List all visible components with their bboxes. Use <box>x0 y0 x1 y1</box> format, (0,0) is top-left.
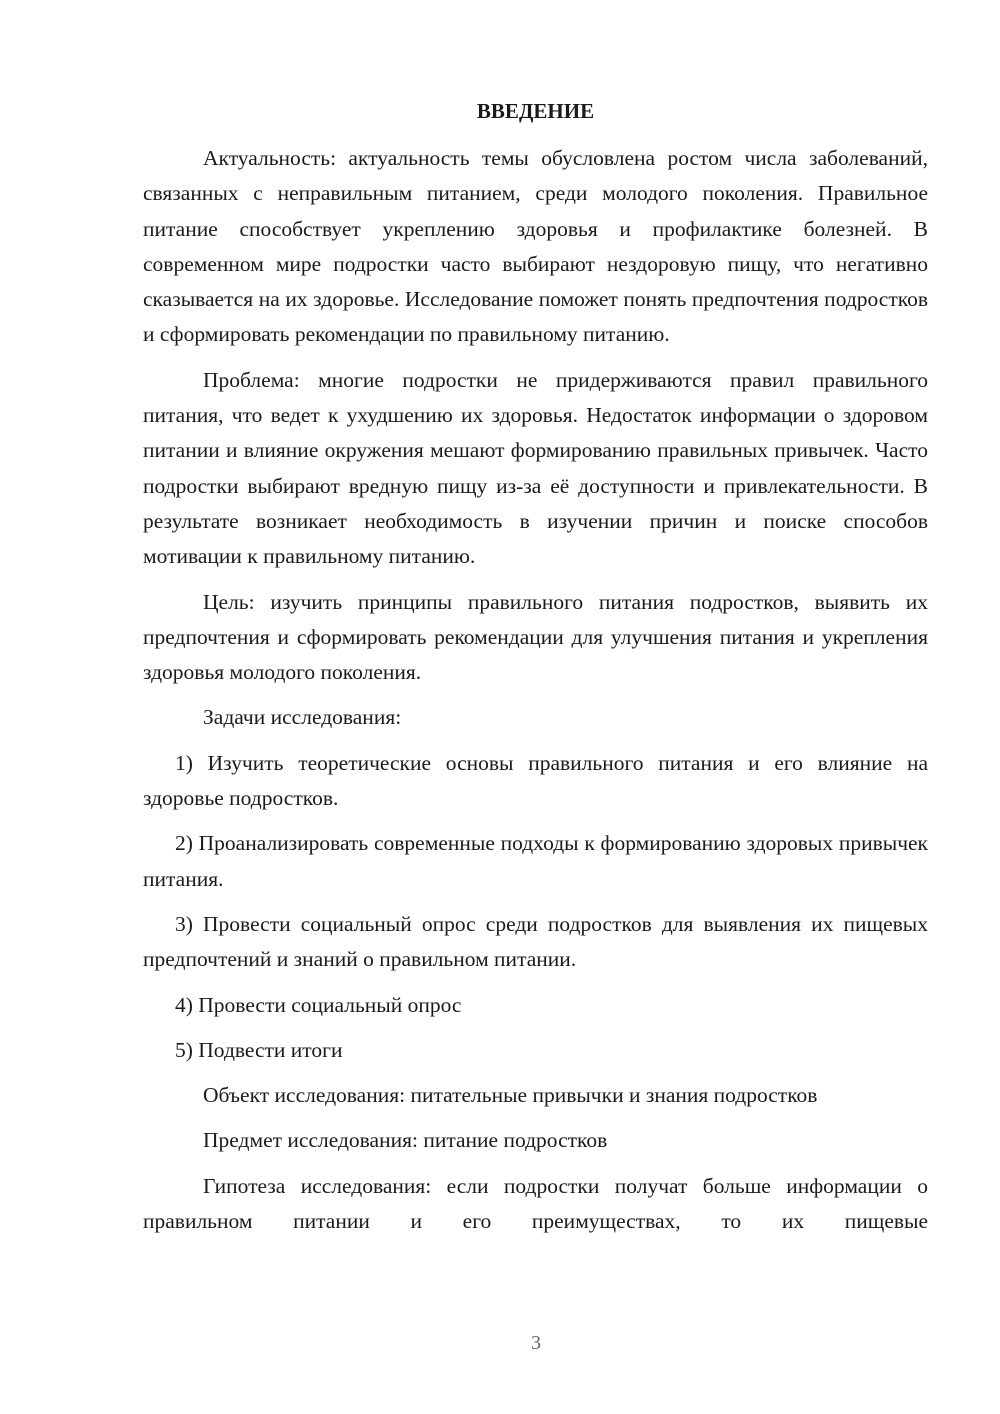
task-item-2: 2) Проанализировать современные подходы к формированию здоровых привычек питания. <box>143 831 928 891</box>
paragraph-goal: Цель: изучить принципы правильного питания подростков, выявить их предпочтения и сформировать рекомендации для улучшения питания и укрепления здоровья молодого поколения. <box>143 589 928 685</box>
task-item-1: 1) Изучить теоретические основы правильного питания и его влияние на здоровье подростков. <box>143 750 928 811</box>
document-title: ВВЕДЕНИЕ <box>476 99 595 123</box>
document-page <box>143 94 928 1249</box>
paragraph-problem: Проблема: многие подростки не придерживаются правил правильного питания, что ведет к ухудшению их здоровья. Недостаток информации о здоровом питании и влияние окружения мешают формированию правильных привычек. Часто подростки выбирают вредную пищу из-за её доступности и привлекательности. В результате возникает необходимость в изучении причин и поиске способов мотивации к правильному питанию. <box>143 367 928 569</box>
task-item-5: 5) Подвести итоги <box>175 1037 343 1062</box>
research-subject: Предмет исследования: питание подростков <box>203 1128 608 1153</box>
paragraph-hypothesis: Гипотеза исследования: если подростки получат больше информации о правильном питании и его преимуществах, то их пищевые <box>143 1173 928 1234</box>
tasks-heading: Задачи исследования: <box>203 705 402 730</box>
task-item-4: 4) Провести социальный опрос <box>175 992 462 1017</box>
paragraph-relevance: Актуальность: актуальность темы обусловлена ростом числа заболеваний, связанных с неправильным питанием, среди молодого поколения. Правильное питание способствует укреплению здоровья и профилактике болезней. В современном мире подростки часто выбирают нездоровую пищу, что негативно сказывается на их здоровье. Исследование поможет понять предпочтения подростков и сформировать рекомендации по правильному питанию. <box>143 146 928 347</box>
page-number: 3 <box>531 1332 541 1354</box>
research-object: Объект исследования: питательные привычки и знания подростков <box>203 1083 818 1108</box>
task-item-3: 3) Провести социальный опрос среди подростков для выявления их пищевых предпочтений и знаний о правильном питании. <box>143 911 928 972</box>
